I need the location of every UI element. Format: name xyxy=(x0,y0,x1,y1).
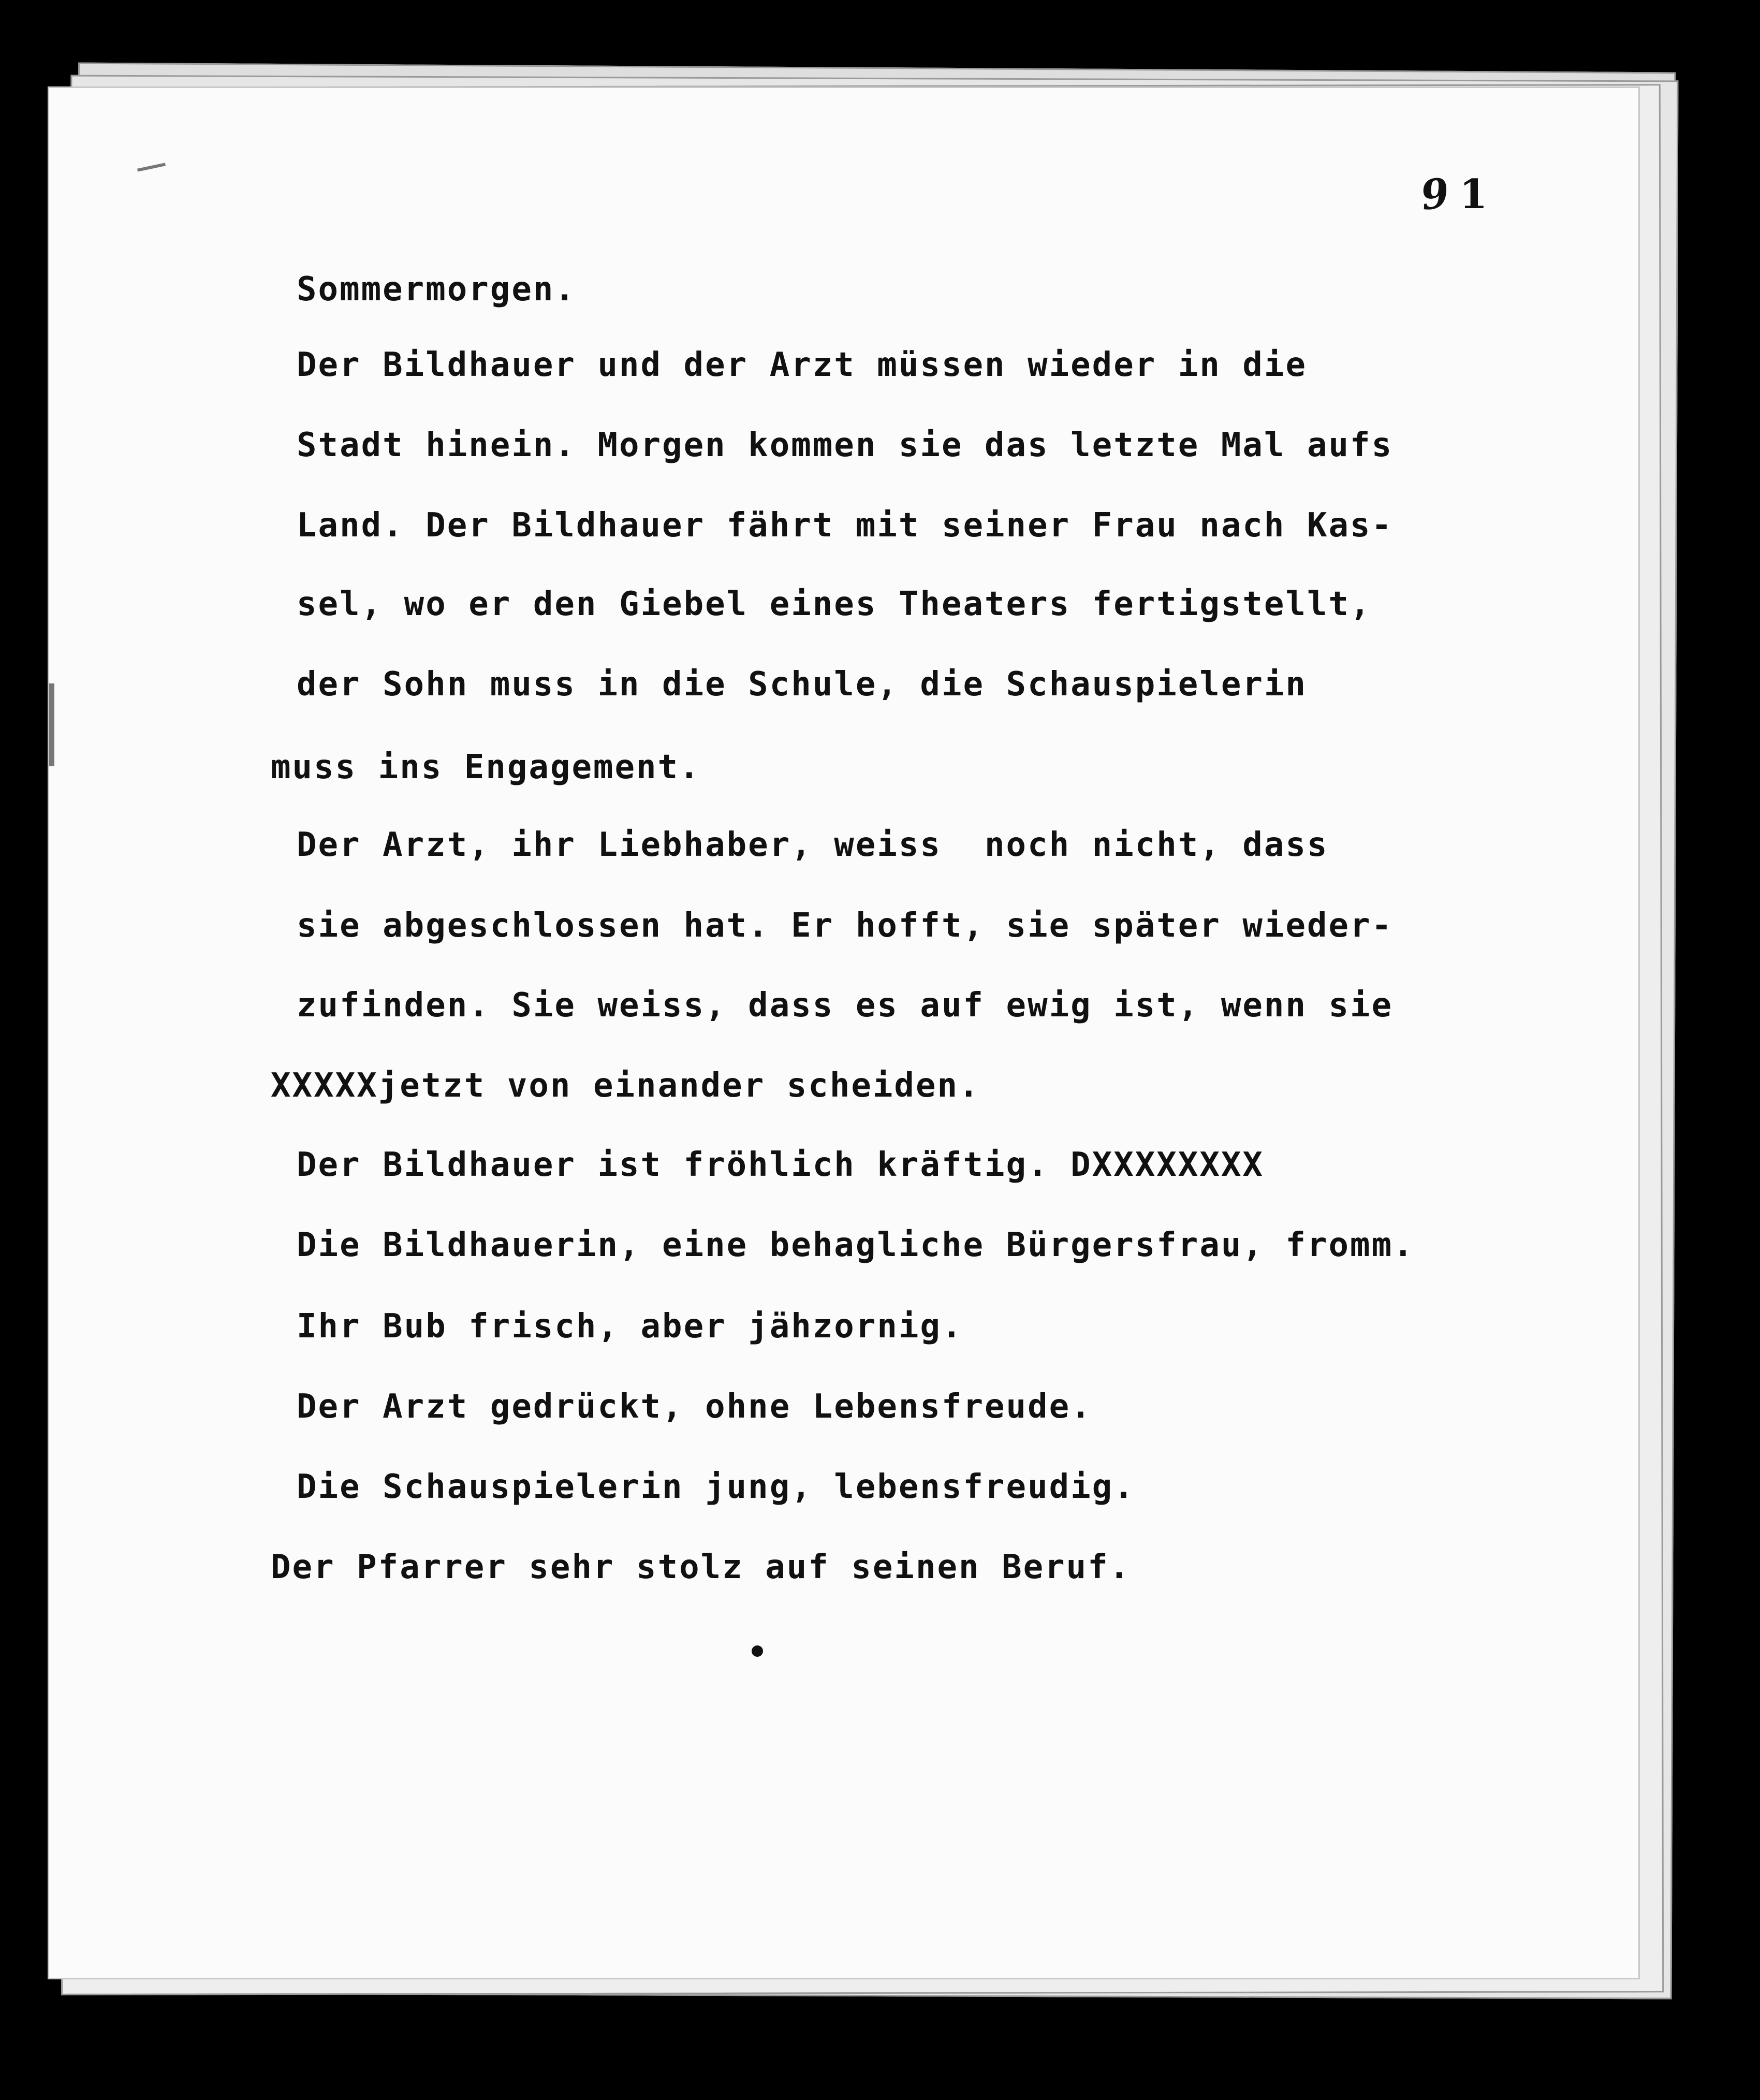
text-line: Ihr Bub frisch, aber jähzornig. xyxy=(297,1307,963,1346)
text-line: Der Arzt, ihr Liebhaber, weiss noch nicht, dass xyxy=(297,826,1329,864)
text-line: Die Schauspielerin jung, lebensfreudig. xyxy=(297,1468,1135,1506)
text-line: Der Pfarrer sehr stolz auf seinen Beruf. xyxy=(271,1548,1131,1586)
stray-mark xyxy=(137,163,166,171)
text-line: der Sohn muss in die Schule, die Schauspielerin xyxy=(297,665,1307,704)
handwritten-page-number: 9 xyxy=(1417,169,1453,220)
text-line: muss ins Engagement. xyxy=(271,748,701,786)
text-line: Der Bildhauer und der Arzt müssen wieder in die xyxy=(297,346,1307,384)
text-line: Stadt hinein. Morgen kommen sie das letzte Mal aufs xyxy=(297,426,1394,464)
text-line: Der Bildhauer ist fröhlich kräftig. DXXXXXXXX xyxy=(297,1146,1264,1184)
text-line: Die Bildhauerin, eine behagliche Bürgersfrau, fromm. xyxy=(297,1226,1415,1264)
page-edge-mark xyxy=(49,683,54,766)
text-line: Land. Der Bildhauer fährt mit seiner Frau nach Kas- xyxy=(297,506,1394,545)
text-line: sel, wo er den Giebel eines Theaters fertigstellt, xyxy=(297,585,1372,623)
text-line: Der Arzt gedrückt, ohne Lebensfreude. xyxy=(297,1388,1092,1426)
ink-dot xyxy=(752,1645,763,1657)
page-number xyxy=(1417,169,1488,220)
text-line: XXXXXjetzt von einander scheiden. xyxy=(271,1067,980,1105)
typed-page-number: 1 xyxy=(1459,171,1488,218)
text-line: zufinden. Sie weiss, dass es auf ewig ist, wenn sie xyxy=(297,986,1394,1025)
text-line: sie abgeschlossen hat. Er hofft, sie später wieder- xyxy=(297,907,1394,945)
text-line: Sommermorgen. xyxy=(297,270,576,309)
